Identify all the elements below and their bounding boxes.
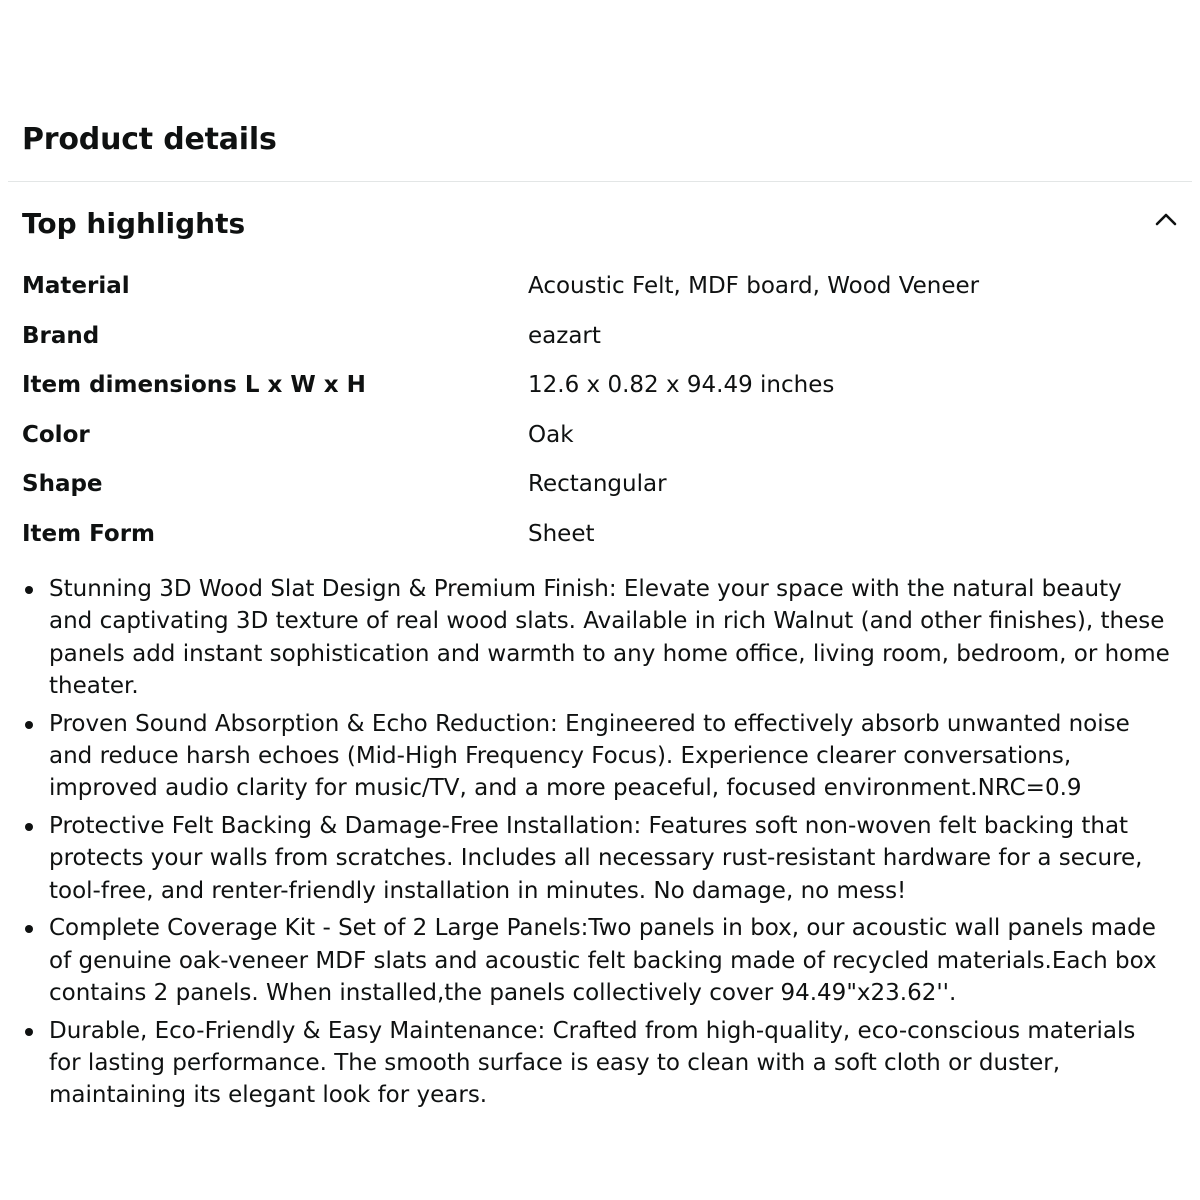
spec-label: Shape [22, 471, 103, 497]
top-highlights-header[interactable] [22, 200, 1178, 248]
spec-label: Color [22, 421, 90, 448]
spec-value: 12.6 x 0.82 x 94.49 inches [528, 372, 835, 398]
bullet-text: Proven Sound Absorption & Echo Reduction: Engineered to effectively absorb unwanted noise and reduce harsh echoes (Mid-High Frequency Focus). Experience clearer conversations, improved audio clarity for music/TV, and a more peaceful, focused environment.NRC=0.9 [49, 710, 1130, 802]
spec-value: eazart [528, 322, 601, 349]
list-item [22, 912, 1172, 1009]
spec-table [22, 262, 1178, 559]
section-title: Top highlights [22, 207, 246, 240]
bullet-text: Protective Felt Backing & Damage-Free Installation: Features soft non-woven felt backing that protects your walls from scratches. Includes all necessary rust-resistant hardware for a secure, tool-free, and renter-friendly installation in minutes. No damage, no mess! [49, 813, 1143, 904]
bullet-dot-icon [25, 721, 33, 729]
spec-value: Sheet [528, 520, 595, 547]
spec-label: Material [22, 273, 130, 299]
list-item [22, 1015, 1172, 1112]
page-title: Product details [22, 122, 277, 157]
bullet-dot-icon [25, 925, 33, 933]
list-item [22, 810, 1172, 907]
list-item [22, 708, 1172, 805]
spec-row-dimensions [22, 361, 1178, 411]
spec-row-item-form [22, 510, 1178, 560]
spec-value: Oak [528, 421, 574, 448]
spec-value: Rectangular [528, 471, 667, 497]
spec-row-color [22, 411, 1178, 461]
list-item [22, 573, 1172, 702]
spec-label: Brand [22, 322, 100, 349]
spec-row-brand [22, 312, 1178, 362]
spec-value: Acoustic Felt, MDF board, Wood Veneer [528, 273, 980, 299]
chevron-up-icon[interactable] [1154, 208, 1178, 232]
section-divider [8, 181, 1192, 182]
spec-label: Item dimensions L x W x H [22, 372, 366, 398]
spec-row-shape [22, 460, 1178, 510]
bullet-dot-icon [25, 586, 33, 594]
bullet-text: Durable, Eco-Friendly & Easy Maintenance: Crafted from high-quality, eco-conscious materials for lasting performance. The smooth surface is easy to clean with a soft cloth or duster, maintaining its elegant look for years. [49, 1017, 1136, 1109]
spec-row-material [22, 262, 1178, 312]
bullet-text: Complete Coverage Kit - Set of 2 Large Panels:Two panels in box, our acoustic wall panels made of genuine oak-veneer MDF slats and acoustic felt backing made of recycled materials.Each box contains 2 panels. When installed,the panels collectively cover 94.49"x23.62''. [49, 915, 1157, 1007]
bullet-dot-icon [25, 1028, 33, 1036]
feature-bullet-list [22, 573, 1172, 1117]
spec-label: Item Form [22, 520, 156, 547]
bullet-text: Stunning 3D Wood Slat Design & Premium Finish: Elevate your space with the natural beauty and captivating 3D texture of real wood slats. Available in rich Walnut (and other finishes), these panels add instant sophistication and warmth to any home office, living room, bedroom, or home theater. [49, 576, 1170, 699]
bullet-dot-icon [25, 823, 33, 831]
